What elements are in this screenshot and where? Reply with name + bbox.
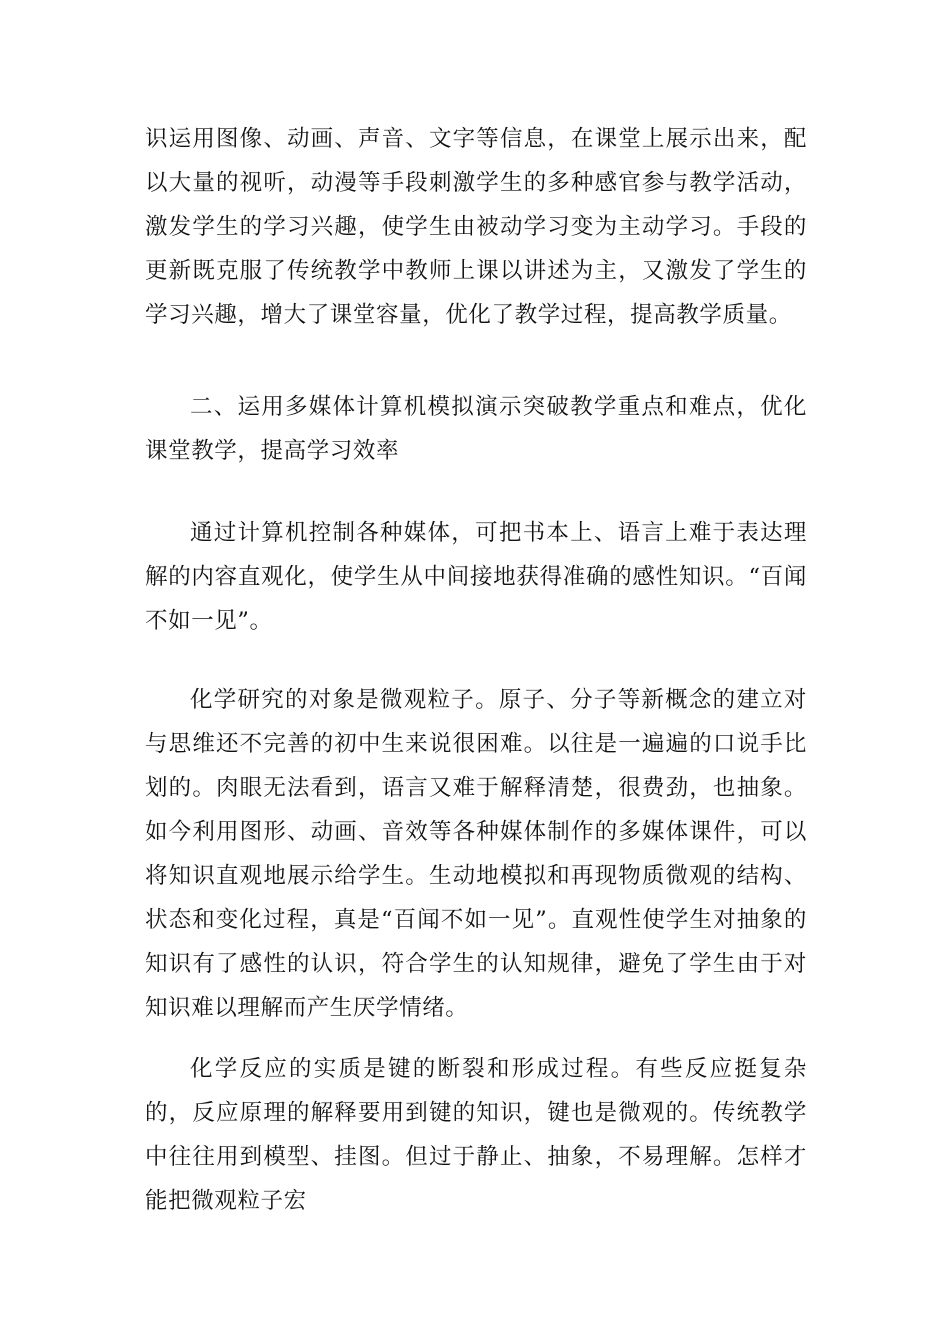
paragraph-chemical-reactions: 化学反应的实质是键的断裂和形成过程。有些反应挺复杂的，反应原理的解释要用到键的知识，键也是微观的。传统教学中往往用到模型、挂图。但过于静止、抽象，不易理解。怎样才能把微观粒子宏 (145, 1056, 807, 1214)
paragraph-intro: 通过计算机控制各种媒体，可把书本上、语言上难于表达理解的内容直观化，使学生从中间接地获得准确的感性知识。“百闻不如一见”。 (145, 520, 807, 634)
paragraph-microscopic-particles: 化学研究的对象是微观粒子。原子、分子等新概念的建立对与思维还不完善的初中生来说很困难。以往是一遍遍的口说手比划的。肉眼无法看到，语言又难于解释清楚，很费劲，也抽象。如今利用图形、动画、音效等各种媒体制作的多媒体课件，可以将知识直观地展示给学生。生动地模拟和再现物质微观的结构、状态和变化过程，真是“百闻不如一见”。直观性使学生对抽象的知识有了感性的认识，符合学生的认知规律，避免了学生由于对知识难以理解而产生厌学情绪。 (145, 687, 807, 1021)
paragraph-continuation: 识运用图像、动画、声音、文字等信息，在课堂上展示出来，配以大量的视听，动漫等手段刺激学生的多种感官参与教学活动，激发学生的学习兴趣，使学生由被动学习变为主动学习。手段的更新既克服了传统教学中教师上课以讲述为主，又激发了学生的学习兴趣，增大了课堂容量，优化了教学过程，提高教学质量。 (145, 126, 807, 328)
section-heading: 二、运用多媒体计算机模拟演示突破教学重点和难点，优化课堂教学，提高学习效率 (145, 394, 807, 464)
